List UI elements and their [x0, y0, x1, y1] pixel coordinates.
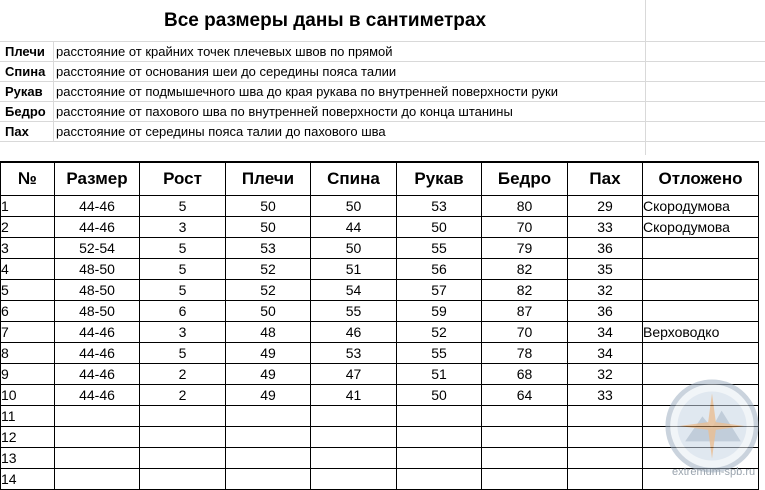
cell-size[interactable] — [55, 448, 140, 469]
cell-num[interactable]: 13 — [1, 448, 55, 469]
cell-crotch[interactable]: 35 — [568, 259, 643, 280]
cell-num[interactable]: 14 — [1, 469, 55, 490]
table-row — [1, 469, 759, 490]
cell-num[interactable]: 7 — [1, 322, 55, 343]
header-row — [1, 162, 759, 196]
table-row — [1, 280, 759, 301]
column-header-crotch: Пах — [568, 162, 643, 196]
cell-hip[interactable] — [482, 406, 568, 427]
definition-term: Пах — [5, 124, 29, 139]
cell-shoulders[interactable]: 49 — [226, 364, 311, 385]
cell-hip[interactable]: 80 — [482, 196, 568, 217]
cell-num[interactable]: 1 — [1, 196, 55, 217]
definition-term: Бедро — [5, 104, 46, 119]
cell-num[interactable]: 12 — [1, 427, 55, 448]
cell-size[interactable] — [55, 427, 140, 448]
cell-reserved[interactable] — [643, 301, 759, 322]
cell-num[interactable]: 10 — [1, 385, 55, 406]
cell-hip[interactable] — [482, 469, 568, 490]
cell-back[interactable]: 55 — [311, 301, 397, 322]
column-header-shoulders: Плечи — [226, 162, 311, 196]
cell-sleeve[interactable]: 53 — [397, 196, 482, 217]
cell-num[interactable]: 9 — [1, 364, 55, 385]
table-body — [1, 196, 759, 490]
cell-crotch[interactable] — [568, 427, 643, 448]
cell-back[interactable]: 47 — [311, 364, 397, 385]
cell-back[interactable]: 54 — [311, 280, 397, 301]
cell-crotch[interactable]: 34 — [568, 343, 643, 364]
cell-hip[interactable]: 70 — [482, 217, 568, 238]
cell-height[interactable] — [140, 469, 226, 490]
column-header-height: Рост — [140, 162, 226, 196]
column-header-sleeve: Рукав — [397, 162, 482, 196]
table-row — [1, 217, 759, 238]
cell-crotch[interactable] — [568, 448, 643, 469]
cell-hip[interactable]: 82 — [482, 259, 568, 280]
cell-height[interactable]: 5 — [140, 259, 226, 280]
cell-sleeve[interactable]: 50 — [397, 217, 482, 238]
cell-back[interactable]: 41 — [311, 385, 397, 406]
definition-text: расстояние от основания шеи до середины пояса талии — [56, 64, 397, 79]
cell-hip[interactable]: 68 — [482, 364, 568, 385]
cell-size[interactable]: 48-50 — [55, 301, 140, 322]
column-header-back: Спина — [311, 162, 397, 196]
cell-height[interactable]: 2 — [140, 385, 226, 406]
cell-sleeve[interactable]: 56 — [397, 259, 482, 280]
cell-height[interactable]: 5 — [140, 280, 226, 301]
cell-crotch[interactable]: 36 — [568, 301, 643, 322]
cell-back[interactable] — [311, 469, 397, 490]
definition-text: расстояние от пахового шва по внутренней поверхности до конца штанины — [56, 104, 513, 119]
cell-back[interactable] — [311, 427, 397, 448]
cell-back[interactable]: 44 — [311, 217, 397, 238]
cell-size[interactable] — [55, 406, 140, 427]
sizes-table — [0, 161, 759, 490]
cell-height[interactable] — [140, 427, 226, 448]
cell-height[interactable]: 6 — [140, 301, 226, 322]
cell-reserved[interactable] — [643, 280, 759, 301]
cell-num[interactable]: 8 — [1, 343, 55, 364]
cell-height[interactable]: 3 — [140, 322, 226, 343]
cell-height[interactable]: 3 — [140, 217, 226, 238]
cell-hip[interactable]: 82 — [482, 280, 568, 301]
cell-size[interactable]: 44-46 — [55, 322, 140, 343]
cell-crotch[interactable]: 32 — [568, 280, 643, 301]
cell-size[interactable] — [55, 469, 140, 490]
table-row — [1, 343, 759, 364]
cell-num[interactable]: 11 — [1, 406, 55, 427]
cell-size[interactable]: 44-46 — [55, 196, 140, 217]
table-row — [1, 196, 759, 217]
table-header — [1, 162, 759, 196]
cell-size[interactable]: 48-50 — [55, 259, 140, 280]
cell-sleeve[interactable]: 59 — [397, 301, 482, 322]
table-row — [1, 385, 759, 406]
cell-shoulders[interactable]: 49 — [226, 385, 311, 406]
cell-crotch[interactable] — [568, 406, 643, 427]
cell-hip[interactable]: 64 — [482, 385, 568, 406]
cell-back[interactable] — [311, 448, 397, 469]
cell-height[interactable]: 5 — [140, 196, 226, 217]
cell-size[interactable]: 44-46 — [55, 343, 140, 364]
watermark-text: extremum-spb.ru — [672, 466, 756, 478]
cell-shoulders[interactable]: 50 — [226, 301, 311, 322]
cell-reserved[interactable]: Верховодко — [643, 322, 759, 343]
table-row — [1, 301, 759, 322]
cell-shoulders[interactable]: 50 — [226, 196, 311, 217]
definition-term: Спина — [5, 64, 46, 79]
cell-hip[interactable] — [482, 427, 568, 448]
table-row — [1, 448, 759, 469]
cell-sleeve[interactable]: 55 — [397, 238, 482, 259]
cell-crotch[interactable]: 32 — [568, 364, 643, 385]
cell-height[interactable]: 5 — [140, 343, 226, 364]
cell-shoulders[interactable]: 48 — [226, 322, 311, 343]
cell-size[interactable]: 44-46 — [55, 385, 140, 406]
cell-back[interactable]: 50 — [311, 196, 397, 217]
cell-crotch[interactable]: 29 — [568, 196, 643, 217]
cell-crotch[interactable]: 33 — [568, 217, 643, 238]
cell-back[interactable]: 51 — [311, 259, 397, 280]
table-row — [1, 427, 759, 448]
cell-sleeve[interactable] — [397, 427, 482, 448]
cell-hip[interactable] — [482, 448, 568, 469]
cell-size[interactable]: 44-46 — [55, 364, 140, 385]
cell-hip[interactable]: 87 — [482, 301, 568, 322]
cell-shoulders[interactable]: 52 — [226, 280, 311, 301]
cell-hip[interactable]: 78 — [482, 343, 568, 364]
cell-size[interactable]: 44-46 — [55, 217, 140, 238]
cell-size[interactable]: 48-50 — [55, 280, 140, 301]
definition-text: расстояние от подмышечного шва до края рукава по внутренней поверхности руки — [56, 84, 558, 99]
cell-sleeve[interactable]: 55 — [397, 343, 482, 364]
cell-shoulders[interactable]: 53 — [226, 238, 311, 259]
definition-text: расстояние от крайних точек плечевых швов по прямой — [56, 44, 393, 59]
cell-num[interactable]: 3 — [1, 238, 55, 259]
column-header-reserved: Отложено — [643, 162, 759, 196]
cell-size[interactable]: 52-54 — [55, 238, 140, 259]
cell-sleeve[interactable] — [397, 469, 482, 490]
column-header-hip: Бедро — [482, 162, 568, 196]
cell-hip[interactable]: 79 — [482, 238, 568, 259]
cell-sleeve[interactable] — [397, 448, 482, 469]
cell-shoulders[interactable] — [226, 406, 311, 427]
cell-height[interactable]: 5 — [140, 238, 226, 259]
cell-reserved[interactable]: Скородумова — [643, 217, 759, 238]
cell-shoulders[interactable]: 49 — [226, 343, 311, 364]
cell-sleeve[interactable]: 51 — [397, 364, 482, 385]
cell-num[interactable]: 2 — [1, 217, 55, 238]
cell-back[interactable]: 46 — [311, 322, 397, 343]
cell-reserved[interactable] — [643, 259, 759, 280]
cell-crotch[interactable]: 36 — [568, 238, 643, 259]
cell-reserved[interactable]: Скородумова — [643, 196, 759, 217]
cell-crotch[interactable] — [568, 469, 643, 490]
table-row — [1, 322, 759, 343]
definition-text: расстояние от середины пояса талии до пахового шва — [56, 124, 386, 139]
cell-num[interactable]: 6 — [1, 301, 55, 322]
cell-crotch[interactable]: 33 — [568, 385, 643, 406]
definition-term: Рукав — [5, 84, 43, 99]
compass-rose-logo-icon — [664, 378, 760, 474]
cell-sleeve[interactable]: 50 — [397, 385, 482, 406]
cell-back[interactable]: 53 — [311, 343, 397, 364]
cell-height[interactable] — [140, 406, 226, 427]
cell-num[interactable]: 4 — [1, 259, 55, 280]
cell-sleeve[interactable]: 57 — [397, 280, 482, 301]
cell-shoulders[interactable] — [226, 469, 311, 490]
table-row — [1, 406, 759, 427]
cell-shoulders[interactable]: 50 — [226, 217, 311, 238]
column-header-num: № — [1, 162, 55, 196]
cell-reserved[interactable] — [643, 343, 759, 364]
cell-shoulders[interactable] — [226, 448, 311, 469]
cell-back[interactable]: 50 — [311, 238, 397, 259]
cell-hip[interactable]: 70 — [482, 322, 568, 343]
table-row — [1, 238, 759, 259]
definition-term: Плечи — [5, 44, 45, 59]
cell-sleeve[interactable]: 52 — [397, 322, 482, 343]
cell-shoulders[interactable]: 52 — [226, 259, 311, 280]
cell-shoulders[interactable] — [226, 427, 311, 448]
cell-height[interactable]: 2 — [140, 364, 226, 385]
table-row — [1, 364, 759, 385]
page-title: Все размеры даны в сантиметрах — [163, 10, 487, 31]
cell-reserved[interactable] — [643, 238, 759, 259]
table-row — [1, 259, 759, 280]
cell-crotch[interactable]: 34 — [568, 322, 643, 343]
cell-height[interactable] — [140, 448, 226, 469]
cell-back[interactable] — [311, 406, 397, 427]
cell-num[interactable]: 5 — [1, 280, 55, 301]
cell-sleeve[interactable] — [397, 406, 482, 427]
column-header-size: Размер — [55, 162, 140, 196]
